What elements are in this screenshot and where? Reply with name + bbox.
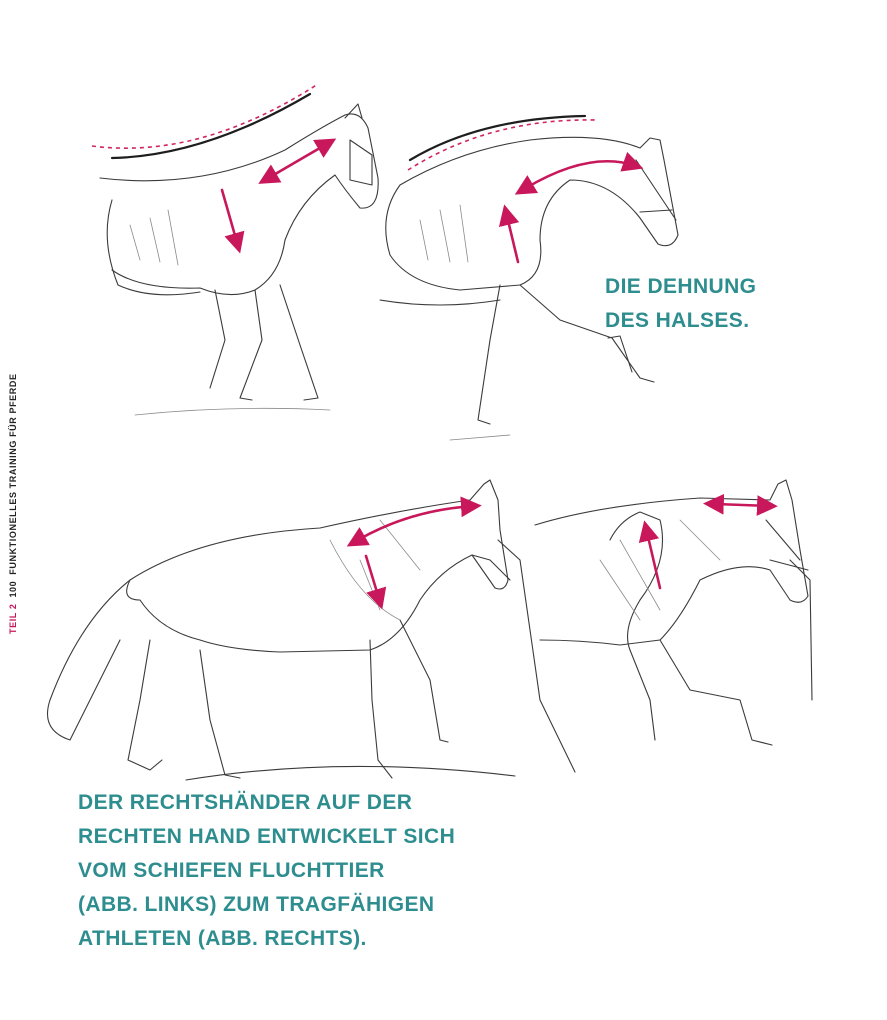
caption-line: (ABB. LINKS) ZUM TRAGFÄHIGEN <box>78 893 435 916</box>
horse-sketch-bottom-right <box>535 480 812 745</box>
caption-right-handed-horse <box>78 786 598 956</box>
page-number: 100 <box>8 580 18 598</box>
horse-sketch-bottom-left <box>48 480 576 780</box>
caption-line: DIE DEHNUNG <box>605 275 757 298</box>
caption-line: ATHLETEN (ABB. RECHTS). <box>78 927 367 950</box>
caption-line: DES HALSES. <box>605 309 750 332</box>
caption-line: DER RECHTSHÄNDER AUF DER <box>78 791 413 814</box>
part-label: TEIL 2 <box>8 603 18 634</box>
caption-line: RECHTEN HAND ENTWICKELT SICH <box>78 825 456 848</box>
caption-neck-stretch <box>605 270 756 338</box>
caption-line: VOM SCHIEFEN FLUCHTTIER <box>78 859 385 882</box>
horse-sketch-top-left <box>92 84 378 415</box>
book-title: FUNKTIONELLES TRAINING FÜR PFERDE <box>8 373 18 575</box>
